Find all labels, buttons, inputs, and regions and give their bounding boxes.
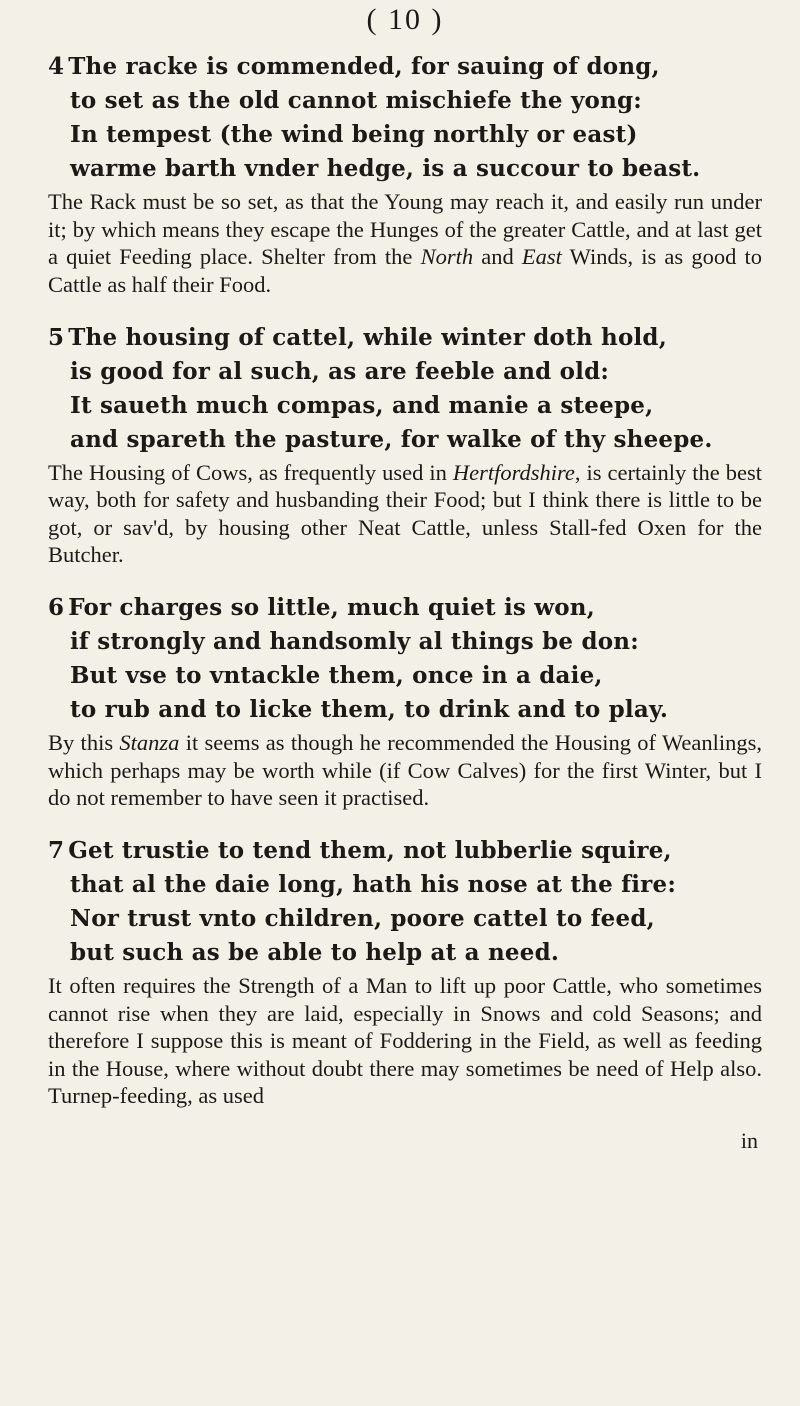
stanza [48,321,762,569]
verse-text: For charges so little, much quiet is won, [68,594,595,621]
verse-line [48,321,762,355]
verse-line: and spareth the pasture, for walke of thy sheepe. [70,425,713,453]
stanza [48,591,762,812]
stanza-number: 6 [48,594,65,621]
stanza-number: 7 [48,837,65,864]
verse-line [48,591,762,625]
verse-text: The racke is commended, for sauing of dong, [68,53,660,80]
commentary-paragraph [48,972,762,1110]
verse-line: In tempest (the wind being northly or east) [70,121,638,148]
stanza-number: 4 [48,53,65,80]
verse-line: warme barth vnder hedge, is a succour to beast. [70,155,701,182]
verse-line: It saueth much compas, and manie a steepe, [70,391,654,419]
commentary-text: , is certainly the best way, both for safety and husbanding their Food; but I think there is little to be got, or sav'd, by housing other Neat Cattle, unless Stall-fed Oxen for the Butcher. [48,459,762,567]
verse-line: to rub and to licke them, to drink and to play. [70,696,669,723]
italic-term: Stanza [119,730,180,755]
page-number: ( 10 ) [366,3,444,36]
commentary-text: Winds, is as good to Cattle as half their Food. [48,244,762,297]
verse-text: Get trustie to tend them, not lubberlie squire, [68,837,672,864]
verse-line: that al the daie long, hath his nose at the fire: [70,871,677,898]
commentary-text: It often requires the Strength of a Man to lift up poor Cattle, who sometimes cannot rise when they are laid, especially in Snows and cold Seasons; and therefore I suppose this is meant of Foddering in the Field, as well as feeding in the House, where without doubt there may sometimes be need of Help also. Turnep-feeding, as used [48,973,762,1108]
stanza [48,834,762,1110]
verse-line [48,834,762,868]
stanza-number: 5 [48,323,65,351]
verse-line: But vse to vntackle them, once in a daie, [70,662,603,689]
commentary-paragraph [48,188,762,298]
italic-term: North [420,244,474,269]
commentary-text: By this [48,730,120,755]
italic-term: East [521,244,562,269]
commentary-paragraph [48,459,762,569]
commentary-text: it seems as though he recommended the Housing of Weanlings, which perhaps may be worth while (if Cow Calves) for the first Winter, but I do not remember to have seen it practised. [48,730,762,810]
commentary-paragraph [48,729,762,812]
verse-line: is good for al such, as are feeble and old: [70,357,610,385]
stanza-list [48,50,762,1110]
commentary-text: The Housing of Cows, as frequently used in [48,459,453,485]
verse-text: The housing of cattel, while winter doth hold, [68,323,667,351]
italic-term: Hertfordshire [452,459,575,485]
verse-line [48,50,762,84]
commentary-text: and [473,244,522,269]
verse-line: Nor trust vnto children, poore cattel to feed, [70,905,655,932]
verse-line: if strongly and handsomly al things be don: [70,628,639,655]
verse-line: but such as be able to help at a need. [70,939,560,966]
commentary-text: The Rack must be so set, as that the Young may reach it, and easily run under it; by which means they escape the Hunges of the greater Cattle, and at last get a quiet Feeding place. Shelter from the [48,189,762,269]
catchword: in [740,1128,758,1153]
stanza [48,50,762,298]
verse-line: to set as the old cannot mischiefe the yong: [70,87,642,114]
